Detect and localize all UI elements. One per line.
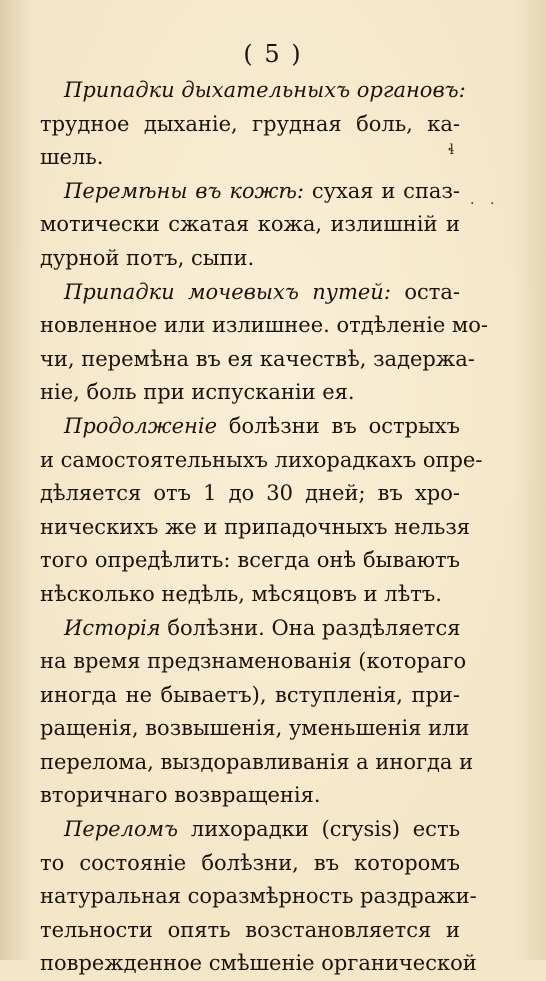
text-line: иногда не бываетъ), вступленія, при- xyxy=(40,682,460,707)
paragraph-heading: Продолженіе xyxy=(64,413,217,438)
line-text: оста- xyxy=(404,279,460,304)
line-text: болѣзни въ острыхъ xyxy=(228,413,460,438)
text-line: и самостоятельныхъ лихорадкахъ опре- xyxy=(40,447,483,472)
line-text: сухая и спаз- xyxy=(311,178,461,203)
text-line: то состояніе болѣзни, въ которомъ xyxy=(40,850,460,875)
text-line: ращенія, возвышенія, уменьшенія или xyxy=(40,716,470,741)
text-line: дурной потъ, сыпи. xyxy=(40,245,255,270)
line-text: лихорадки (crysis) есть xyxy=(190,817,460,842)
text-line: шель. xyxy=(40,145,104,170)
text-line: ническихъ же и припадочныхъ нельзя xyxy=(40,514,471,539)
ink-speck: · xyxy=(470,196,475,212)
text-line: на время предзнаменованія (котораго xyxy=(40,649,467,674)
text-line: чи, перемѣна въ ея качествѣ, задержа- xyxy=(40,346,475,371)
page-number: ( 5 ) xyxy=(243,40,303,68)
paragraph-first-line xyxy=(40,813,460,847)
paragraph-first-line xyxy=(40,276,460,310)
text-line: нѣсколько недѣль, мѣсяцовъ и лѣтъ. xyxy=(40,581,442,606)
paragraph-first-line xyxy=(40,410,460,444)
text-line: мотически сжатая кожа, излишній и xyxy=(40,212,460,237)
text-line: трудное дыханіе, грудная боль, ка- xyxy=(40,111,460,136)
paragraph-heading: Припадки мочевыхъ путей: xyxy=(64,279,391,304)
text-line: новленное или излишнее. отдѣленіе мо- xyxy=(40,313,489,338)
paragraph-heading: Перемѣны въ кожѣ: xyxy=(64,178,304,203)
text-line: натуральная соразмѣрность раздражи- xyxy=(40,884,477,909)
text-line: поврежденное смѣшеніе органической xyxy=(40,951,477,976)
text-line: тельности опять возстановляется и xyxy=(40,917,460,942)
paragraph-first-line xyxy=(40,175,460,209)
paragraph-heading: Переломъ xyxy=(64,817,179,842)
paragraph-first-line xyxy=(40,74,466,108)
ink-speck: ɬ xyxy=(448,142,455,158)
paragraph-first-line xyxy=(40,612,460,646)
line-text: болѣзни. Она раздѣляется xyxy=(167,615,461,640)
text-line: дѣляется отъ 1 до 30 дней; въ хро- xyxy=(40,481,460,506)
text-line: того опредѣлить: всегда онѣ бываютъ xyxy=(40,548,460,573)
paragraph-heading: Исторія xyxy=(64,615,161,640)
paragraph-heading: Припадки дыхательныхъ органовъ: xyxy=(64,78,466,102)
text-line: перелома, выздоравливанія а иногда и xyxy=(40,749,474,774)
ink-speck: · xyxy=(490,196,495,212)
text-line: ніе, боль при испусканіи ея. xyxy=(40,380,355,405)
text-line: вторичнаго возвращенія. xyxy=(40,783,321,808)
body-text xyxy=(40,74,489,981)
